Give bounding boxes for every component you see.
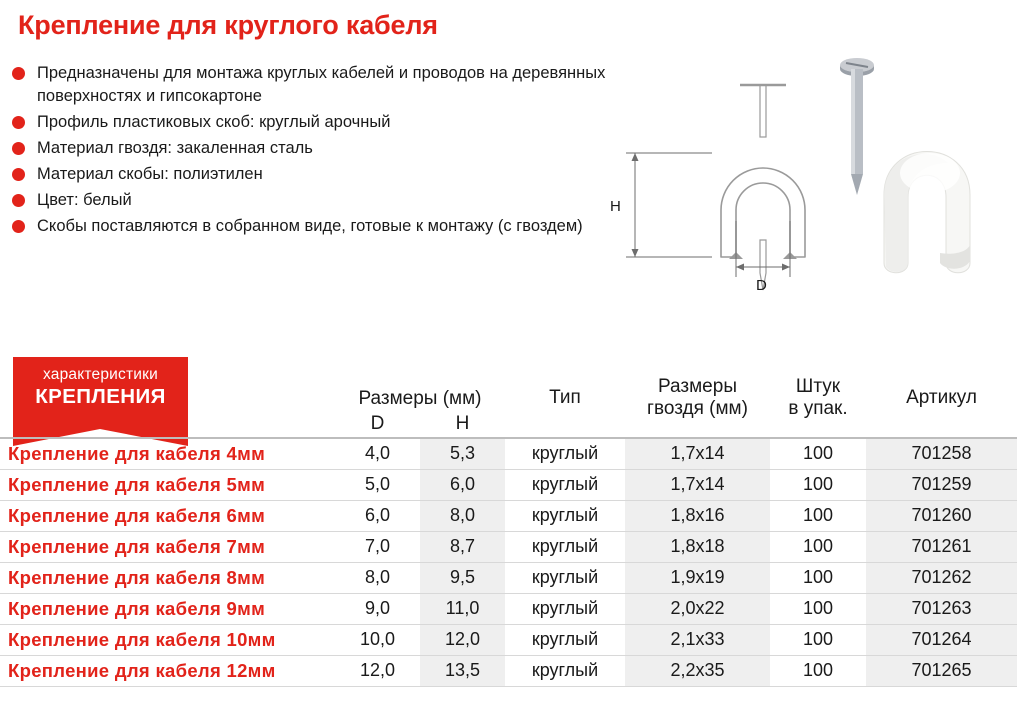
table-row — [0, 593, 1017, 624]
header-name-spacer — [0, 360, 335, 410]
row-article: 701259 — [866, 469, 1017, 500]
row-h: 8,0 — [420, 500, 505, 531]
header-nail-size-line2: гвоздя (мм) — [647, 398, 748, 419]
row-nail: 2,1х33 — [625, 624, 770, 655]
table-row — [0, 500, 1017, 531]
table-header — [0, 360, 1017, 438]
row-d: 7,0 — [335, 531, 420, 562]
bullet-dot-icon — [12, 220, 25, 233]
list-item-label: Материал скобы: полиэтилен — [37, 165, 263, 183]
row-qty: 100 — [770, 438, 866, 469]
table-row — [0, 624, 1017, 655]
dimension-h — [626, 153, 712, 257]
row-h: 6,0 — [420, 469, 505, 500]
header-d: D — [370, 413, 385, 434]
badge-subtitle: характеристики — [43, 366, 158, 383]
page-title: Крепление для круглого кабеля — [18, 10, 438, 40]
row-name: Крепление для кабеля 8мм — [0, 562, 335, 593]
list-item — [12, 62, 632, 108]
header-qty — [770, 360, 866, 438]
table-body — [0, 438, 1017, 686]
header-article: Артикул — [906, 387, 977, 408]
row-name: Крепление для кабеля 5мм — [0, 469, 335, 500]
bullet-dot-icon — [12, 67, 25, 80]
list-item — [12, 137, 632, 160]
list-item-label: Материал гвоздя: закаленная сталь — [37, 139, 313, 157]
row-nail: 2,0х22 — [625, 593, 770, 624]
row-qty: 100 — [770, 593, 866, 624]
header-qty-line1: Штук — [795, 376, 841, 397]
row-qty: 100 — [770, 624, 866, 655]
list-item — [12, 215, 632, 238]
row-article: 701258 — [866, 438, 1017, 469]
row-type: круглый — [505, 500, 625, 531]
table-row — [0, 438, 1017, 469]
header-sizes-group-label: Размеры (мм) — [358, 388, 482, 409]
header-nail-size — [625, 360, 770, 438]
row-nail: 1,8х18 — [625, 531, 770, 562]
bullet-dot-icon — [12, 142, 25, 155]
bullet-dot-icon — [12, 116, 25, 129]
row-article: 701261 — [866, 531, 1017, 562]
row-name: Крепление для кабеля 4мм — [0, 438, 335, 469]
row-qty: 100 — [770, 469, 866, 500]
list-item-label: Профиль пластиковых скоб: круглый арочный — [37, 113, 391, 131]
row-nail: 1,7х14 — [625, 438, 770, 469]
row-qty: 100 — [770, 562, 866, 593]
row-qty: 100 — [770, 655, 866, 686]
header-name-spacer-2 — [0, 410, 335, 438]
row-d: 4,0 — [335, 438, 420, 469]
row-type: круглый — [505, 655, 625, 686]
row-qty: 100 — [770, 531, 866, 562]
row-type: круглый — [505, 593, 625, 624]
row-type: круглый — [505, 438, 625, 469]
header-nail-size-line1: Размеры — [658, 376, 737, 397]
row-qty: 100 — [770, 500, 866, 531]
list-item — [12, 189, 632, 212]
row-article: 701262 — [866, 562, 1017, 593]
table-row — [0, 562, 1017, 593]
row-h: 8,7 — [420, 531, 505, 562]
badge-title: КРЕПЛЕНИЯ — [35, 385, 166, 408]
row-nail: 2,2х35 — [625, 655, 770, 686]
clip-product-photo — [840, 58, 970, 273]
bullet-dot-icon — [12, 194, 25, 207]
row-h: 13,5 — [420, 655, 505, 686]
list-item-label: Цвет: белый — [37, 191, 132, 209]
bullet-dot-icon — [12, 168, 25, 181]
row-d: 5,0 — [335, 469, 420, 500]
specifications-table — [0, 360, 1017, 687]
row-nail: 1,7х14 — [625, 469, 770, 500]
list-item-label: Скобы поставляются в собранном виде, готовые к монтажу (с гвоздем) — [37, 217, 583, 235]
dimension-h-label: H — [610, 198, 621, 215]
row-article: 701260 — [866, 500, 1017, 531]
clip-diagram-and-photo — [600, 45, 1010, 295]
row-h: 11,0 — [420, 593, 505, 624]
row-nail: 1,9х19 — [625, 562, 770, 593]
row-type: круглый — [505, 624, 625, 655]
row-nail: 1,8х16 — [625, 500, 770, 531]
header-sizes-group — [335, 360, 505, 410]
row-name: Крепление для кабеля 10мм — [0, 624, 335, 655]
row-h: 9,5 — [420, 562, 505, 593]
header-qty-line2: в упак. — [788, 398, 848, 419]
list-item-label: Предназначены для монтажа круглых кабелей и проводов на деревянных поверхностях и гипсокартоне — [37, 64, 606, 105]
dimension-d-label: D — [756, 277, 767, 294]
row-type: круглый — [505, 562, 625, 593]
table-row — [0, 655, 1017, 686]
row-d: 8,0 — [335, 562, 420, 593]
row-d: 10,0 — [335, 624, 420, 655]
header-type: Тип — [549, 387, 581, 408]
row-h: 12,0 — [420, 624, 505, 655]
row-name: Крепление для кабеля 6мм — [0, 500, 335, 531]
row-article: 701264 — [866, 624, 1017, 655]
row-name: Крепление для кабеля 12мм — [0, 655, 335, 686]
row-d: 6,0 — [335, 500, 420, 531]
row-h: 5,3 — [420, 438, 505, 469]
table-row — [0, 531, 1017, 562]
row-type: круглый — [505, 469, 625, 500]
product-illustration — [600, 45, 1010, 295]
row-name: Крепление для кабеля 7мм — [0, 531, 335, 562]
row-d: 9,0 — [335, 593, 420, 624]
row-name: Крепление для кабеля 9мм — [0, 593, 335, 624]
header-h: H — [455, 413, 470, 434]
clip-technical-drawing — [721, 85, 805, 290]
row-type: круглый — [505, 531, 625, 562]
list-item — [12, 111, 632, 134]
row-article: 701265 — [866, 655, 1017, 686]
list-item — [12, 163, 632, 186]
row-article: 701263 — [866, 593, 1017, 624]
row-d: 12,0 — [335, 655, 420, 686]
feature-list — [12, 62, 632, 241]
table-row — [0, 469, 1017, 500]
